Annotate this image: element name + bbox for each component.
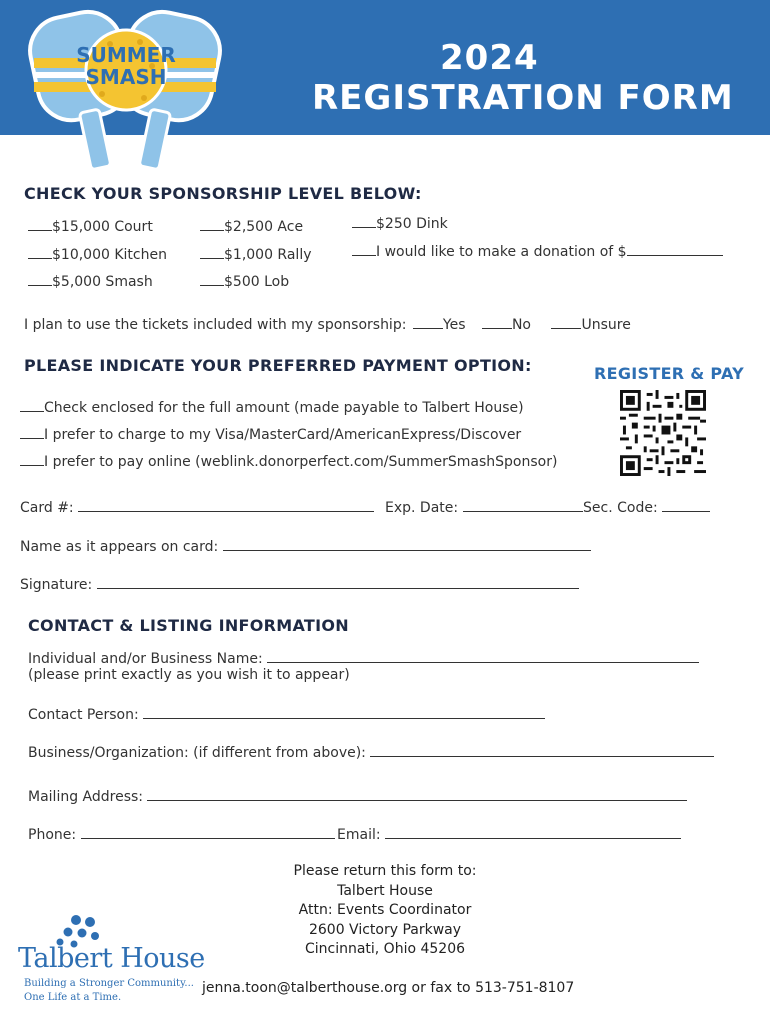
organization-field[interactable]: Business/Organization: (if different from above): bbox=[28, 744, 714, 761]
tickets-question: I plan to use the tickets included with my sponsorship: Yes No Unsure bbox=[24, 317, 631, 333]
payment-check[interactable]: Check enclosed for the full amount (made payable to Talbert House) bbox=[20, 399, 524, 416]
email-field[interactable]: Email: bbox=[337, 826, 681, 843]
donation-option[interactable]: I would like to make a donation of $ bbox=[352, 243, 723, 260]
level-1000-rally[interactable]: $1,000 Rally bbox=[200, 246, 312, 263]
signature-field[interactable]: Signature: bbox=[20, 576, 579, 593]
phone-field[interactable]: Phone: bbox=[28, 826, 335, 843]
register-pay-label: REGISTER & PAY bbox=[594, 364, 745, 383]
contact-heading: CONTACT & LISTING INFORMATION bbox=[28, 616, 349, 635]
level-250-dink[interactable]: $250 Dink bbox=[352, 215, 448, 232]
exp-date-field[interactable]: Exp. Date: bbox=[385, 499, 583, 516]
summer-smash-logo bbox=[20, 8, 230, 176]
tickets-unsure[interactable]: Unsure bbox=[551, 317, 630, 333]
level-2500-ace[interactable]: $2,500 Ace bbox=[200, 218, 303, 235]
business-name-field[interactable]: Individual and/or Business Name: bbox=[28, 650, 699, 667]
tickets-yes[interactable]: Yes bbox=[411, 317, 466, 333]
return-contact-line: jenna.toon@talberthouse.org or fax to 513-751-8107 bbox=[202, 980, 575, 996]
logo-text-summer: SUMMER bbox=[76, 43, 176, 67]
sponsorship-heading: CHECK YOUR SPONSORSHIP LEVEL BELOW: bbox=[24, 184, 422, 203]
sec-code-field[interactable]: Sec. Code: bbox=[583, 499, 710, 516]
tickets-no[interactable]: No bbox=[482, 317, 531, 333]
level-5000-smash[interactable]: $5,000 Smash bbox=[28, 273, 153, 290]
card-number-field[interactable]: Card #: bbox=[20, 499, 374, 516]
level-10000-kitchen[interactable]: $10,000 Kitchen bbox=[28, 246, 167, 263]
payment-heading: PLEASE INDICATE YOUR PREFERRED PAYMENT OPTION: bbox=[24, 356, 532, 375]
level-15000-court[interactable]: $15,000 Court bbox=[28, 218, 153, 235]
business-name-note: (please print exactly as you wish it to appear) bbox=[28, 667, 350, 683]
brand-tagline-2: One Life at a Time. bbox=[24, 992, 122, 1003]
form-title: REGISTRATION FORM bbox=[312, 78, 734, 118]
mailing-address-field[interactable]: Mailing Address: bbox=[28, 788, 687, 805]
brand-tagline-1: Building a Stronger Community... bbox=[24, 978, 194, 989]
brand-name: Talbert House bbox=[18, 943, 205, 974]
contact-person-field[interactable]: Contact Person: bbox=[28, 706, 545, 723]
qr-code-icon[interactable] bbox=[620, 390, 706, 476]
card-name-field[interactable]: Name as it appears on card: bbox=[20, 538, 591, 555]
level-500-lob[interactable]: $500 Lob bbox=[200, 273, 289, 290]
return-address-block: Please return this form to: Talbert House Attn: Events Coordinator 2600 Victory Parkway Cincinnati, Ohio 45206 bbox=[293, 863, 477, 957]
logo-text-smash: SMASH bbox=[85, 65, 167, 89]
form-year: 2024 bbox=[440, 38, 539, 78]
payment-online[interactable]: I prefer to pay online (weblink.donorperfect.com/SummerSmashSponsor) bbox=[20, 453, 557, 470]
payment-card[interactable]: I prefer to charge to my Visa/MasterCard/AmericanExpress/Discover bbox=[20, 426, 521, 443]
